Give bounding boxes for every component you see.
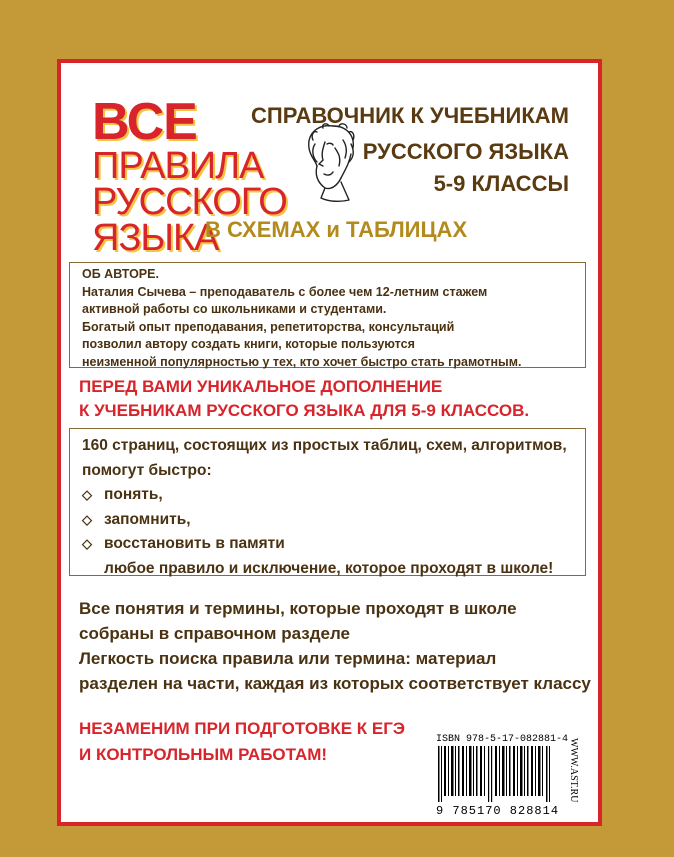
barcode-icon (436, 746, 556, 802)
publisher-website: WWW.AST.RU (568, 738, 579, 803)
closing-text (79, 716, 405, 768)
isbn-label: ISBN 978-5-17-082881-4 (436, 734, 569, 745)
body-line: собраны в справочном разделе (79, 624, 350, 643)
title-line-3: РУССКОГО (92, 181, 287, 223)
about-line: активной работы со школьниками и студентами. (82, 302, 387, 316)
body-text (79, 596, 591, 696)
features-outro: любое правило и исключение, которое проходят в школе! (104, 559, 554, 577)
reference-line-3: 5-9 КЛАССЫ (433, 171, 569, 196)
body-line: Все понятия и термины, которые проходят в школе (79, 599, 517, 618)
body-line: Легкость поиска правила или термина: материал (79, 649, 497, 668)
about-heading: ОБ АВТОРЕ. (82, 267, 159, 281)
diamond-bullet-icon: ◇ (82, 511, 92, 527)
diamond-bullet-icon: ◇ (82, 487, 92, 502)
about-line: Наталия Сычева – преподаватель с более чем 12-летним стажем (82, 284, 488, 299)
barcode-number: 9 785170 828814 (436, 804, 560, 818)
feature-bullet-text: восстановить в памяти (104, 535, 285, 552)
feature-bullet-text: запомнить, (104, 510, 191, 528)
title-line-2: ПРАВИЛА (92, 145, 264, 187)
diamond-bullet-icon: ◇ (82, 536, 92, 551)
pushkin-portrait-icon (295, 118, 375, 206)
about-line: Богатый опыт преподавания, репетиторства, консультаций (82, 319, 455, 334)
headline-line-2: К УЧЕБНИКАМ РУССКОГО ЯЗЫКА ДЛЯ 5-9 КЛАССОВ. (79, 401, 530, 420)
closing-line-1: НЕЗАМЕНИМ ПРИ ПОДГОТОВКЕ К ЕГЭ (79, 719, 405, 738)
feature-bullet-text: понять, (104, 486, 163, 503)
about-line: неизменной популярностью у тех, кто хочет быстро стать грамотным. (82, 354, 522, 369)
reference-line-2: РУССКОГО ЯЗЫКА (362, 139, 569, 164)
feature-bullet-item (82, 508, 573, 533)
title-line-1: ВСЕ (92, 93, 197, 151)
body-line: разделен на части, каждая из которых соответствует классу (79, 674, 591, 693)
features-box (69, 428, 586, 576)
closing-line-2: И КОНТРОЛЬНЫМ РАБОТАМ! (79, 745, 328, 764)
about-author-box (69, 262, 586, 368)
title-subtitle: В СХЕМАХ и ТАБЛИЦАХ (205, 217, 468, 242)
title-line-4: ЯЗЫКА (92, 217, 219, 259)
about-line: позволил автору создать книги, которые пользуются (82, 337, 415, 351)
feature-bullet-item (82, 483, 573, 508)
features-intro-2: помогут быстро: (82, 461, 212, 479)
features-intro-1: 160 страниц, состоящих из простых таблиц, схем, алгоритмов, (82, 437, 567, 454)
headline-line-1: ПЕРЕД ВАМИ УНИКАЛЬНОЕ ДОПОЛНЕНИЕ (79, 377, 443, 396)
reference-line-1: СПРАВОЧНИК К УЧЕБНИКАМ (251, 103, 569, 128)
feature-bullet-item (82, 532, 573, 557)
